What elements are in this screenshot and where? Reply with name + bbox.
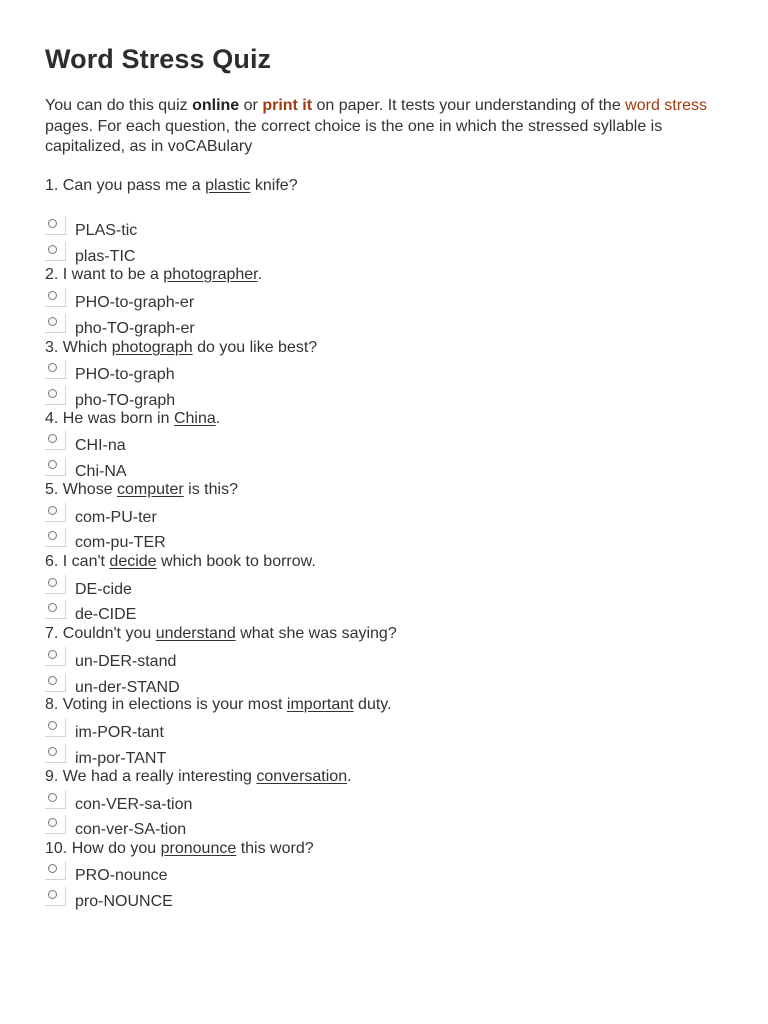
- answer-option-label: pho-TO-graph-er: [75, 320, 195, 337]
- radio-button[interactable]: [45, 386, 66, 405]
- answer-option-label: pho-TO-graph: [75, 392, 176, 409]
- intro-text-3: on paper. It tests your understanding of the: [312, 97, 626, 114]
- question-text-end: which book to borrow.: [156, 553, 316, 570]
- radio-circle-icon: [48, 389, 57, 398]
- question-text: 7. Couldn't you: [45, 625, 156, 642]
- page-title: Word Stress Quiz: [45, 44, 272, 74]
- question-text-end: duty.: [353, 696, 392, 713]
- radio-button[interactable]: [45, 360, 66, 379]
- question-text-end: this word?: [236, 840, 314, 857]
- radio-circle-icon: [48, 363, 57, 372]
- answer-option-label: plas-TIC: [75, 248, 136, 265]
- answer-option-label: im-por-TANT: [75, 750, 167, 767]
- answer-option-label: PHO-to-graph: [75, 366, 175, 383]
- radio-circle-icon: [48, 219, 57, 228]
- radio-button[interactable]: [45, 744, 66, 763]
- question-text: 6. I can't: [45, 553, 110, 570]
- question-target-word: China: [173, 410, 216, 427]
- radio-button[interactable]: [45, 457, 66, 476]
- radio-button[interactable]: [45, 647, 66, 666]
- radio-button[interactable]: [45, 528, 66, 547]
- intro-text-4: pages. For each question, the correct choice is the one in which the stressed syllable is capitalized, as in voCABulary: [45, 117, 663, 155]
- radio-circle-icon: [48, 864, 57, 873]
- question-7: [45, 624, 397, 644]
- intro-text-1: You can do this quiz: [45, 97, 193, 114]
- radio-button[interactable]: [45, 600, 66, 619]
- question-text: 2. I want to be a: [45, 266, 164, 283]
- radio-button[interactable]: [45, 861, 66, 880]
- answer-option-label: PRO-nounce: [75, 867, 168, 884]
- answer-option-label: CHI-na: [75, 437, 126, 454]
- question-text-end: knife?: [250, 177, 298, 194]
- radio-button[interactable]: [45, 503, 66, 522]
- radio-circle-icon: [48, 603, 57, 612]
- radio-button[interactable]: [45, 216, 66, 235]
- question-3: [45, 338, 317, 358]
- radio-button[interactable]: [45, 673, 66, 692]
- question-text-end: is this?: [183, 481, 238, 498]
- question-target-word: pronounce: [160, 840, 237, 857]
- answer-option-label: Chi-NA: [75, 463, 127, 480]
- radio-circle-icon: [48, 747, 57, 756]
- radio-circle-icon: [48, 245, 57, 254]
- radio-circle-icon: [48, 650, 57, 659]
- radio-circle-icon: [48, 434, 57, 443]
- question-target-word: decide: [109, 553, 157, 570]
- radio-circle-icon: [48, 793, 57, 802]
- question-text-end: .: [257, 266, 263, 283]
- answer-option-label: PLAS-tic: [75, 222, 138, 239]
- question-text: 9. We had a really interesting: [45, 768, 257, 785]
- radio-button[interactable]: [45, 288, 66, 307]
- radio-button[interactable]: [45, 718, 66, 737]
- answer-option-label: un-DER-stand: [75, 653, 177, 670]
- question-target-word: understand: [155, 625, 236, 642]
- question-1: [45, 176, 298, 196]
- question-target-word: conversation: [256, 768, 348, 785]
- question-4: [45, 409, 220, 429]
- answer-option-label: com-pu-TER: [75, 534, 166, 551]
- radio-button[interactable]: [45, 431, 66, 450]
- answer-option-label: com-PU-ter: [75, 509, 157, 526]
- question-text: 1. Can you pass me a: [45, 177, 206, 194]
- question-text: 8. Voting in elections is your most: [45, 696, 287, 713]
- print-it-link[interactable]: print it: [262, 97, 313, 114]
- radio-circle-icon: [48, 578, 57, 587]
- question-text: 3. Which: [45, 339, 112, 356]
- question-text: 10. How do you: [45, 840, 161, 857]
- question-target-word: computer: [117, 481, 184, 498]
- radio-button[interactable]: [45, 314, 66, 333]
- radio-circle-icon: [48, 890, 57, 899]
- question-target-word: important: [286, 696, 354, 713]
- radio-circle-icon: [48, 721, 57, 730]
- radio-circle-icon: [48, 676, 57, 685]
- radio-button[interactable]: [45, 887, 66, 906]
- word-stress-link[interactable]: word stress: [625, 97, 707, 114]
- answer-option-label: un-der-STAND: [75, 679, 180, 696]
- radio-circle-icon: [48, 531, 57, 540]
- answer-option-label: PHO-to-graph-er: [75, 294, 195, 311]
- question-text: 4. He was born in: [45, 410, 174, 427]
- question-5: [45, 480, 238, 500]
- question-9: [45, 767, 352, 787]
- online-label: online: [192, 97, 240, 114]
- radio-button[interactable]: [45, 790, 66, 809]
- question-target-word: photograph: [111, 339, 193, 356]
- answer-option-label: im-POR-tant: [75, 724, 164, 741]
- question-text-end: do you like best?: [192, 339, 318, 356]
- question-text-end: .: [347, 768, 352, 785]
- answer-option-label: DE-cide: [75, 581, 132, 598]
- intro-paragraph: [45, 96, 717, 158]
- radio-button[interactable]: [45, 815, 66, 834]
- radio-button[interactable]: [45, 575, 66, 594]
- answer-option-label: con-VER-sa-tion: [75, 796, 193, 813]
- question-target-word: photographer: [163, 266, 258, 283]
- radio-circle-icon: [48, 506, 57, 515]
- answer-option-label: con-ver-SA-tion: [75, 821, 187, 838]
- question-8: [45, 695, 392, 715]
- question-target-word: plastic: [205, 177, 251, 194]
- question-text-end: .: [215, 410, 221, 427]
- radio-button[interactable]: [45, 242, 66, 261]
- answer-option-label: pro-NOUNCE: [75, 893, 173, 910]
- question-6: [45, 552, 316, 572]
- question-text: 5. Whose: [45, 481, 118, 498]
- question-10: [45, 839, 314, 859]
- radio-circle-icon: [48, 317, 57, 326]
- intro-text-2: or: [239, 97, 263, 114]
- answer-option-label: de-CIDE: [75, 606, 137, 623]
- question-2: [45, 265, 262, 285]
- radio-circle-icon: [48, 818, 57, 827]
- radio-circle-icon: [48, 460, 57, 469]
- question-text-end: what she was saying?: [235, 625, 397, 642]
- radio-circle-icon: [48, 291, 57, 300]
